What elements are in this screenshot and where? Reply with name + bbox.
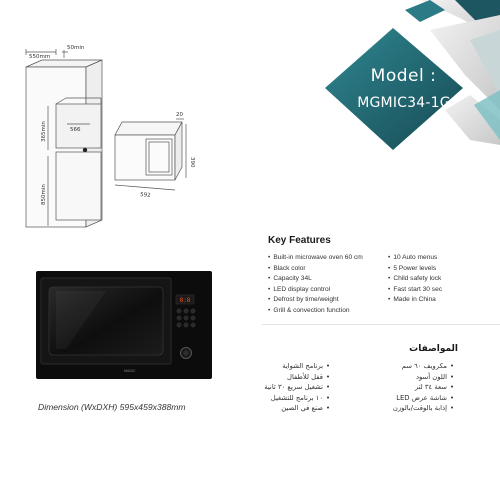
feature-item: • Capacity 34L (268, 274, 363, 285)
feature-item: • Black color (268, 264, 363, 275)
feature-item: • 5 Power levels (388, 264, 442, 275)
feature-item: • Defrost by time/weight (268, 295, 363, 306)
dim-width-small-label: 592 (139, 192, 151, 199)
key-features-heading: Key Features (268, 235, 331, 246)
dim-height-label: 390 (189, 157, 195, 168)
arabic-spec-item: • شاشة عرض LED (344, 393, 454, 404)
feature-item: • Child safety lock (388, 274, 442, 285)
dim-base-height-label: 850min (41, 184, 47, 205)
section-divider (262, 324, 500, 325)
arabic-spec-item: • اللون أسود (344, 372, 454, 383)
microwave-product-image (36, 271, 212, 379)
arabic-specs-list-left (240, 361, 330, 414)
dim-inner-width-label: 566 (70, 127, 81, 133)
feature-item: • Grill & convection function (268, 306, 363, 317)
brand-logo: MAGIC (124, 369, 136, 373)
dim-gap-label: 50min (67, 45, 85, 51)
feature-item: • LED display control (268, 285, 363, 296)
arabic-spec-item: • مكرويف ٦٠ سم (344, 361, 454, 372)
dim-depth-label: 20 (176, 112, 183, 118)
arabic-spec-item: • تشغيل سريع ٣٠ ثانية (240, 382, 330, 393)
dimension-text: Dimension (WxDXH) 595x459x388mm (38, 402, 186, 412)
arabic-spec-item: • ١٠ برنامج للتشغيل (240, 393, 330, 404)
feature-item: • Made in China (388, 295, 442, 306)
feature-item: • Fast start 30 sec (388, 285, 442, 296)
feature-item: • Built-in microwave oven 60 cm (268, 253, 363, 264)
arabic-spec-item: • برنامج الشواية (240, 361, 330, 372)
model-label: Model : (370, 66, 437, 86)
arabic-spec-item: • إذابة بالوقت/بالوزن (344, 403, 454, 414)
arabic-specs-heading: المواصفات (409, 343, 458, 353)
model-diamond (325, 28, 463, 150)
arabic-specs-list-right (344, 361, 454, 414)
feature-item: • 10 Auto menus (388, 253, 442, 264)
installation-diagram (0, 0, 240, 240)
arabic-spec-item: • صنع في الصين (240, 403, 330, 414)
arabic-spec-item: • سعة ٣٤ لتر (344, 382, 454, 393)
features-list-left (268, 253, 363, 317)
display-value: 8:8 (179, 297, 191, 304)
model-code: MGMIC34-1G (357, 95, 451, 111)
arabic-spec-item: • قفل للأطفال (240, 372, 330, 383)
dim-width-label: 550mm (29, 54, 51, 60)
features-list-right (388, 253, 442, 306)
dim-inner-height-label: 365min (41, 121, 47, 142)
